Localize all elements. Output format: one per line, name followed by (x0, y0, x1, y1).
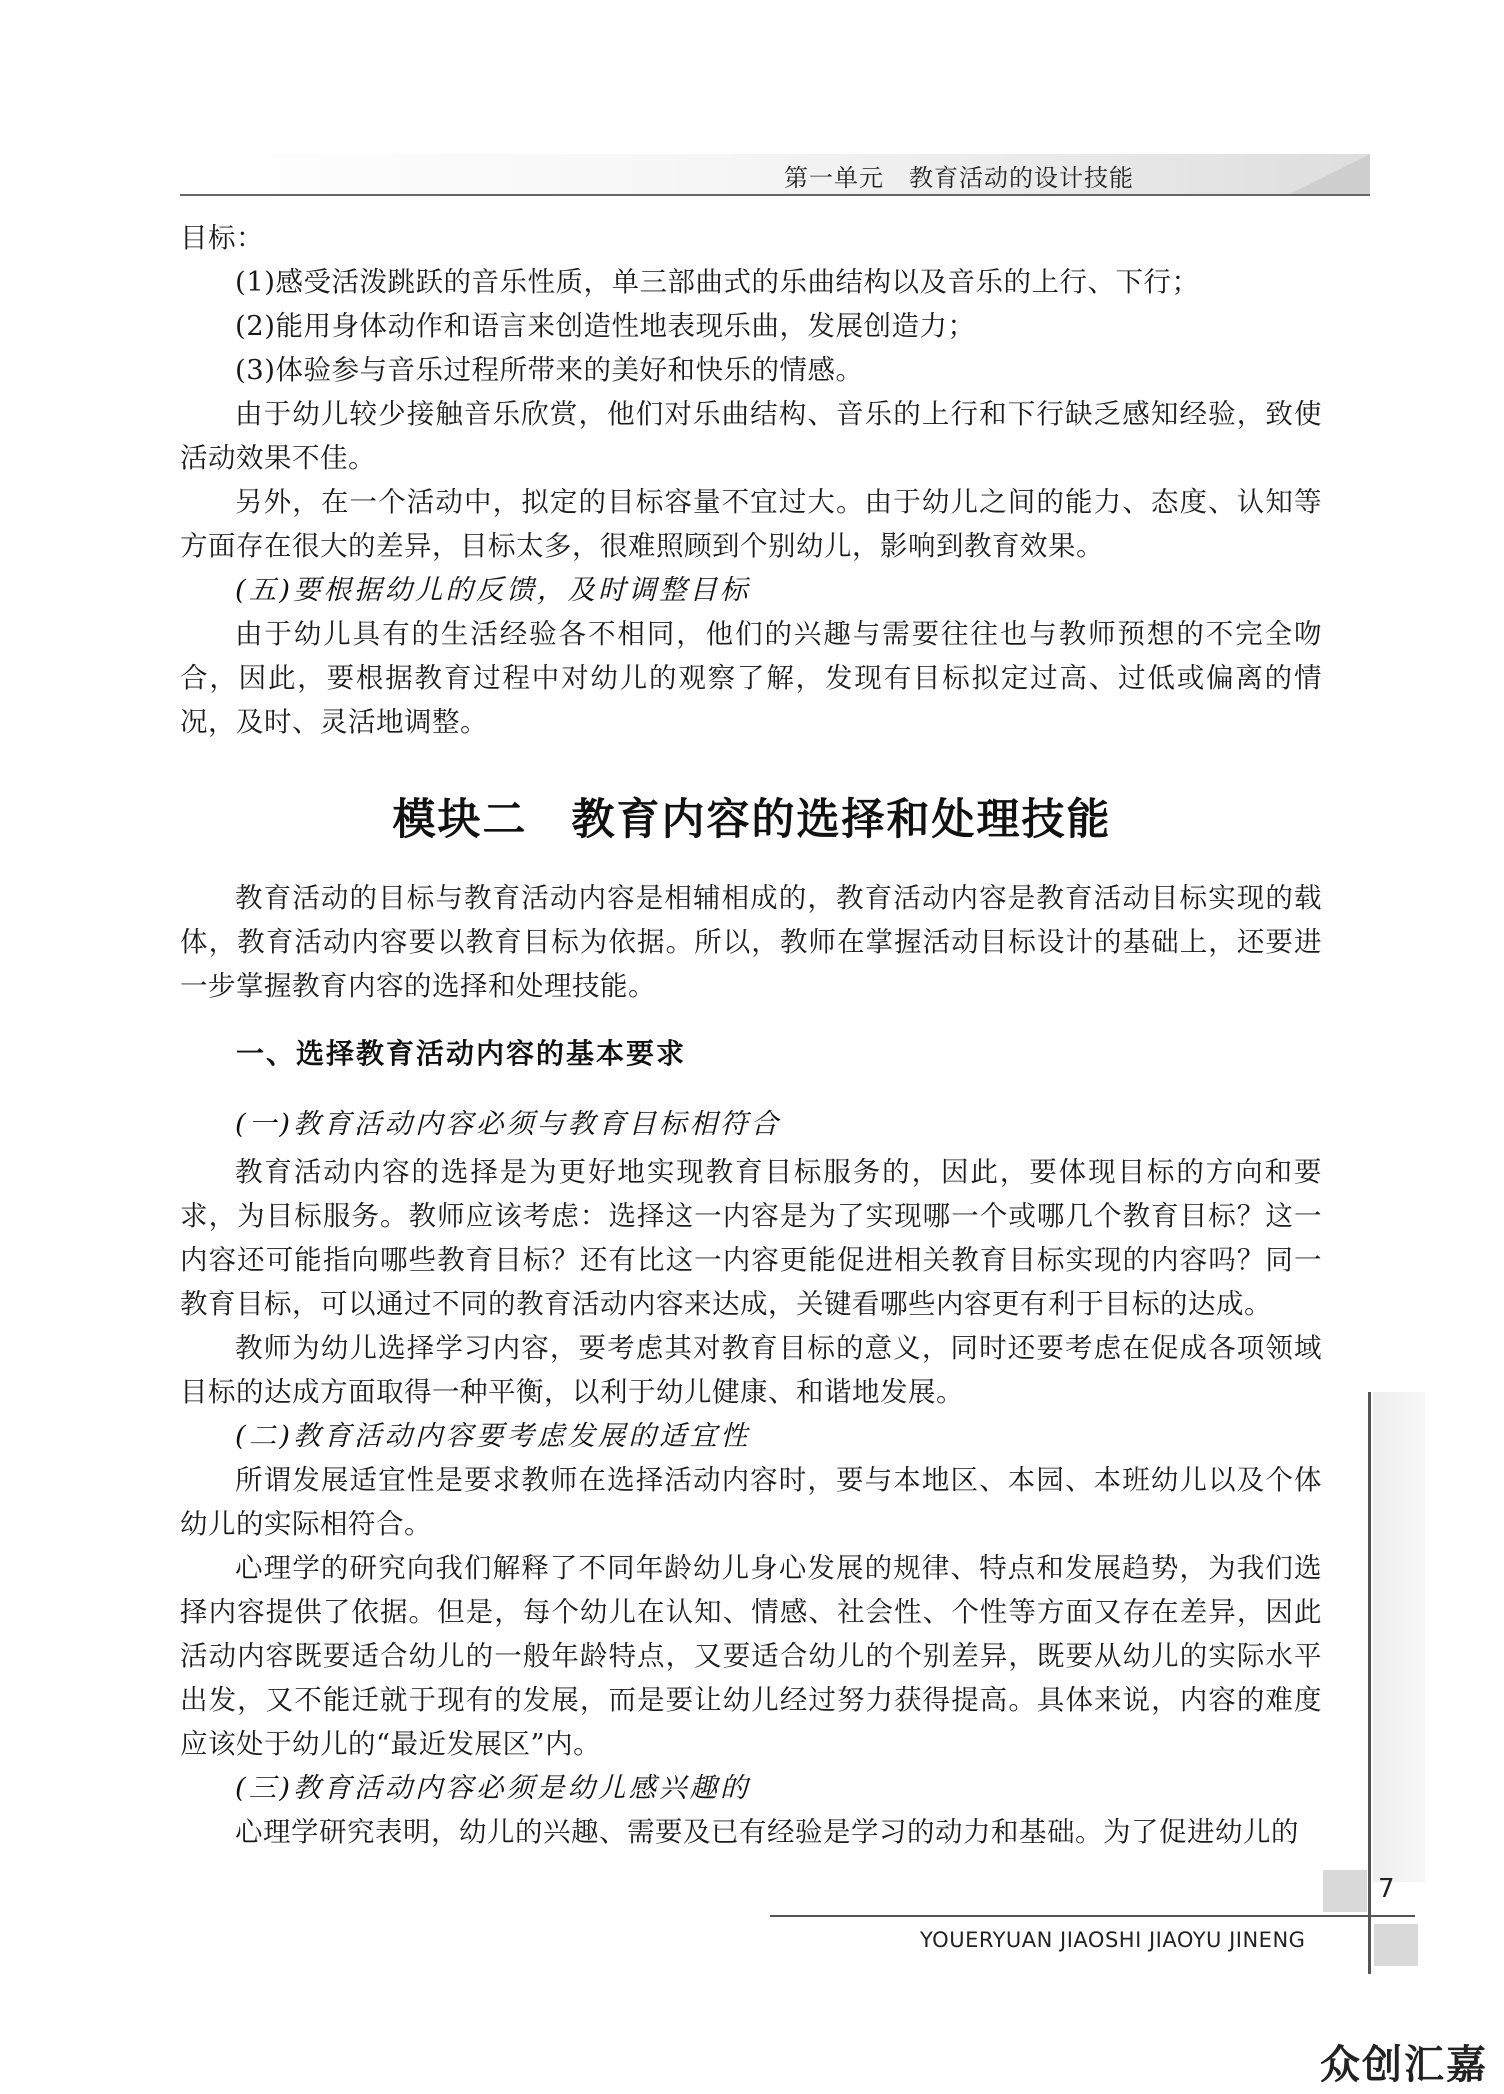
goals-block (180, 216, 1322, 744)
paragraph: 心理学研究表明，幼儿的兴趣、需要及已有经验是学习的动力和基础。为了促进幼儿的 (235, 1816, 1299, 1848)
paragraph: 由于幼儿较少接触音乐欣赏，他们对乐曲结构、音乐的上行和下行缺乏感知经验，致使活动效果不佳。 (180, 398, 1322, 474)
goal-item: (3)体验参与音乐过程所带来的美好和快乐的情感。 (235, 354, 864, 386)
margin-gray-band (1373, 1392, 1425, 1882)
goal-item: (2)能用身体动作和语言来创造性地表现乐曲，发展创造力； (235, 310, 976, 342)
paragraph: 教师为幼儿选择学习内容，要考虑其对教育目标的意义，同时还要考虑在促成各项领域目标的达成方面取得一种平衡，以利于幼儿健康、和谐地发展。 (180, 1332, 1322, 1408)
running-header-title: 第一单元 教育活动的设计技能 (784, 164, 1134, 192)
paragraph: 教育活动内容的选择是为更好地实现教育目标服务的，因此，要体现目标的方向和要求，为目标服务。教师应该考虑：选择这一内容是为了实现哪一个或哪几个教育目标？这一内容还可能指向哪些教育目标？还有比这一内容更能促进相关教育目标实现的内容吗？同一教育目标，可以通过不同的教育活动内容来达成，关键看哪些内容更有利于目标的达成。 (180, 1156, 1322, 1320)
goal-item: (1)感受活泼跳跃的音乐性质，单三部曲式的乐曲结构以及音乐的上行、下行； (235, 266, 1200, 298)
module-label: 模块二 (392, 795, 528, 845)
paragraph: 所谓发展适宜性是要求教师在选择活动内容时，要与本地区、本园、本班幼儿以及个体幼儿的实际相符合。 (180, 1464, 1322, 1540)
header-corner-decoration (1290, 154, 1370, 194)
module-intro (180, 876, 1322, 1008)
paragraph: 另外，在一个活动中，拟定的目标容量不宜过大。由于幼儿之间的能力、态度、认知等方面存在很大的差异，目标太多，很难照顾到个别幼儿，影响到教育效果。 (180, 486, 1322, 562)
section-1 (180, 1032, 1322, 1076)
footer-gray-square (1374, 1924, 1418, 1966)
margin-vertical-rule (1368, 1392, 1371, 1974)
footer-book-title: YOUERYUAN JIAOSHI JIAOYU JINENG (920, 1928, 1306, 1952)
goal-label: 目标： (180, 222, 264, 254)
subsection-1 (180, 1102, 1322, 1854)
section-heading: 一、选择教育活动内容的基本要求 (236, 1037, 687, 1070)
footer-rule (770, 1915, 1415, 1917)
header-bar (180, 154, 1370, 194)
subheading: (二)教育活动内容要考虑发展的适宜性 (235, 1420, 751, 1452)
paragraph: 心理学的研究向我们解释了不同年龄幼儿身心发展的规律、特点和发展趋势，为我们选择内容提供了依据。但是，每个幼儿在认知、情感、社会性、个性等方面又存在差异，因此活动内容既要适合幼儿的一般年龄特点，又要适合幼儿的个别差异，既要从幼儿的实际水平出发，又不能迁就于现有的发展，而是要让幼儿经过努力获得提高。具体来说，内容的难度应该处于幼儿的“最近发展区”内。 (180, 1552, 1322, 1760)
module-title (0, 786, 1504, 847)
footer-gray-square (1323, 1870, 1367, 1912)
subheading-adjust-goals: (五)要根据幼儿的反馈，及时调整目标 (235, 574, 751, 606)
watermark-logo: 众创汇嘉 (1320, 2042, 1488, 2088)
paragraph: 教育活动的目标与教育活动内容是相辅相成的，教育活动内容是教育活动目标实现的载体，教育活动内容要以教育目标为依据。所以，教师在掌握活动目标设计的基础上，还要进一步掌握教育内容的选择和处理技能。 (180, 882, 1322, 1002)
module-title-text: 教育内容的选择和处理技能 (571, 795, 1112, 845)
header-rule (180, 194, 1370, 196)
paragraph: 由于幼儿具有的生活经验各不相同，他们的兴趣与需要往往也与教师预想的不完全吻合，因此，要根据教育过程中对幼儿的观察了解，发现有目标拟定过高、过低或偏离的情况，及时、灵活地调整。 (180, 618, 1322, 738)
page-number: 7 (1378, 1874, 1395, 1904)
subheading: (三)教育活动内容必须是幼儿感兴趣的 (235, 1772, 751, 1804)
subheading: (一)教育活动内容必须与教育目标相符合 (235, 1108, 781, 1140)
